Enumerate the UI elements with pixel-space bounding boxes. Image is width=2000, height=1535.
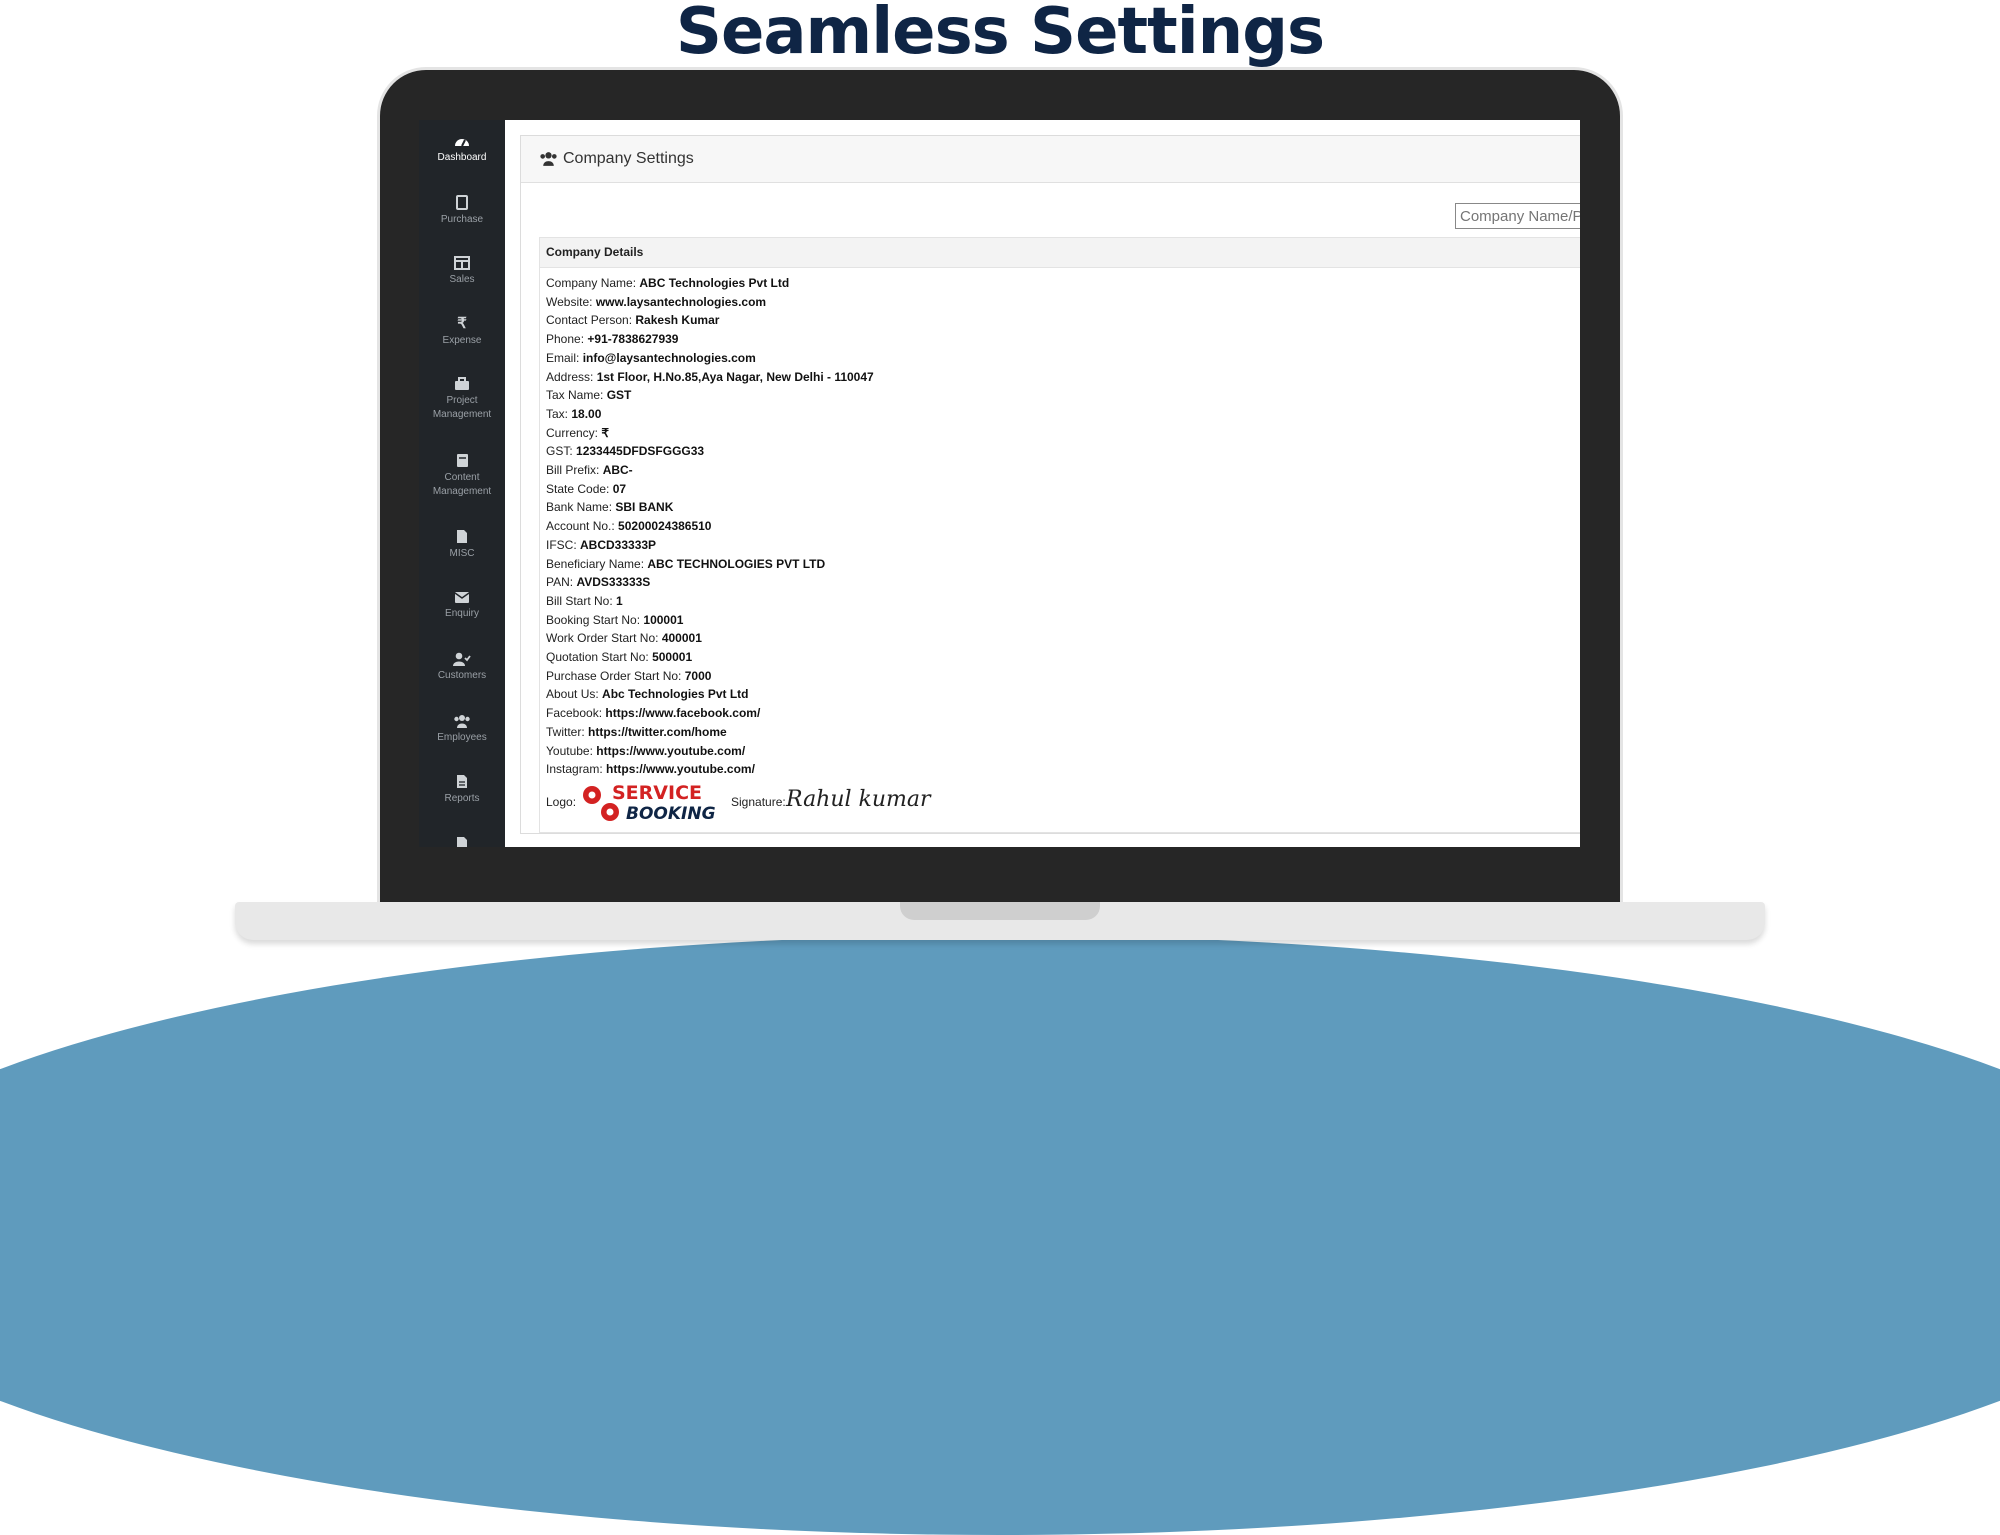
sidebar (419, 120, 505, 847)
book-icon (456, 453, 469, 468)
detail-value: 100001 (643, 612, 684, 627)
detail-row (546, 704, 1580, 723)
sidebar-item-label: Expense (442, 335, 482, 346)
detail-value: AVDS33333S (576, 575, 651, 590)
detail-label: Bill Prefix: (546, 463, 600, 478)
detail-label: Instagram: (546, 762, 603, 777)
detail-value: https://www.youtube.com/ (606, 762, 755, 777)
detail-label: State Code: (546, 481, 610, 496)
detail-label: Twitter: (546, 724, 585, 739)
detail-row (546, 274, 1580, 293)
detail-label: Phone: (546, 332, 585, 347)
detail-row (546, 311, 1580, 330)
detail-label: Tax: (546, 406, 569, 421)
detail-row (546, 723, 1580, 742)
detail-row (546, 424, 1580, 443)
detail-row (546, 386, 1580, 405)
detail-value: +91-7838627939 (587, 332, 679, 347)
detail-value: ABC Technologies Pvt Ltd (639, 276, 790, 290)
settings-card (520, 135, 1580, 834)
laptop-screen (419, 120, 1580, 847)
detail-row (546, 555, 1580, 574)
logo-text-service: SERVICE (612, 781, 702, 804)
rupee-icon: ₹ (457, 315, 467, 332)
sidebar-item-employees[interactable] (419, 714, 505, 745)
sidebar-item-label: Dashboard (437, 152, 487, 163)
detail-value: ABC- (602, 463, 633, 478)
detail-value: 400001 (661, 631, 702, 646)
detail-label: Address: (546, 369, 594, 384)
detail-row (546, 648, 1580, 667)
backdrop-wave (0, 935, 2000, 1535)
envelope-icon (454, 591, 470, 604)
detail-label: Company Name: (546, 276, 637, 290)
detail-row (546, 293, 1580, 312)
sidebar-item-project-management[interactable] (419, 377, 505, 422)
detail-label: Beneficiary Name: (546, 556, 645, 571)
detail-row (546, 349, 1580, 368)
sidebar-item-dashboard[interactable] (419, 134, 505, 165)
detail-value: https://www.youtube.com/ (596, 743, 746, 758)
detail-label: Email: (546, 350, 580, 365)
briefcase-icon (454, 377, 470, 391)
file-icon (456, 836, 468, 847)
details-rows (540, 268, 1580, 779)
detail-label: Quotation Start No: (546, 650, 649, 665)
detail-value: info@laysantechnologies.com (582, 350, 756, 365)
sidebar-item-customers[interactable] (419, 652, 505, 683)
sidebar-item-label: Employees (437, 732, 487, 743)
sidebar-item-enquiry[interactable] (419, 591, 505, 621)
detail-value: 7000 (684, 668, 712, 683)
page-title: Company Settings (563, 150, 694, 167)
detail-value: ABCD33333P (580, 537, 657, 552)
detail-row (546, 405, 1580, 424)
detail-row (546, 573, 1580, 592)
detail-label: About Us: (546, 687, 599, 702)
signature-label: Signature: (731, 794, 786, 809)
detail-value: ₹ (601, 425, 609, 440)
detail-row (546, 330, 1580, 349)
detail-row (546, 629, 1580, 648)
detail-label: Bill Start No: (546, 593, 613, 608)
service-booking-logo (580, 781, 730, 825)
detail-row (546, 536, 1580, 555)
detail-label: Currency: (546, 425, 599, 440)
sidebar-item-label: MISC (449, 548, 475, 559)
detail-value: 50200024386510 (618, 519, 712, 534)
detail-row (546, 461, 1580, 480)
sidebar-item-content-management[interactable] (419, 453, 505, 499)
detail-value: https://twitter.com/home (588, 724, 727, 739)
detail-value: Abc Technologies Pvt Ltd (602, 687, 749, 702)
table-icon (454, 256, 470, 270)
detail-value: Rakesh Kumar (635, 313, 720, 328)
logo-text-booking: BOOKING (626, 803, 716, 824)
detail-value: https://www.facebook.com/ (605, 706, 761, 721)
file-icon (456, 529, 468, 544)
detail-row (546, 685, 1580, 704)
users-icon (453, 714, 471, 728)
detail-row (546, 480, 1580, 499)
detail-label: Facebook: (546, 706, 603, 721)
users-icon (539, 151, 558, 166)
detail-row (546, 442, 1580, 461)
sidebar-item-label: Project Management (432, 395, 492, 420)
detail-label: PAN: (546, 575, 574, 590)
detail-value: 500001 (652, 650, 693, 665)
sidebar-item-label: Reports (444, 793, 480, 804)
page-headline: Seamless Settings (675, 0, 1325, 69)
sidebar-item-purchase[interactable] (419, 195, 505, 227)
detail-value: 07 (612, 481, 627, 496)
search-input[interactable] (1455, 203, 1580, 229)
report-icon (456, 774, 468, 789)
detail-value: 1 (616, 593, 623, 608)
detail-row (546, 498, 1580, 517)
details-heading: Company Details (540, 238, 1580, 268)
detail-value: ABC TECHNOLOGIES PVT LTD (647, 556, 826, 571)
sidebar-item-label: Content Management (432, 472, 492, 497)
tablet-icon (456, 195, 468, 210)
detail-label: Account No.: (546, 519, 615, 534)
sidebar-item-misc[interactable] (419, 529, 505, 561)
gauge-icon (454, 134, 470, 148)
detail-value: SBI BANK (615, 500, 674, 515)
detail-label: GST: (546, 444, 573, 459)
company-details-panel (539, 237, 1580, 833)
user-check-icon (453, 652, 471, 666)
sidebar-item-sales[interactable] (419, 256, 505, 287)
card-header (521, 136, 1580, 183)
detail-value: 18.00 (571, 406, 602, 421)
logo-row (546, 781, 1580, 825)
detail-label: Bank Name: (546, 500, 613, 515)
sidebar-item-label: Customers (437, 670, 487, 681)
laptop-notch (900, 902, 1100, 920)
sidebar-item-reports[interactable] (419, 774, 505, 806)
detail-value: 1st Floor, H.No.85,Aya Nagar, New Delhi - 110047 (596, 369, 874, 384)
detail-row (546, 517, 1580, 536)
detail-row (546, 368, 1580, 387)
sidebar-item-label: Sales (449, 274, 475, 285)
sidebar-item-label: Purchase (440, 214, 484, 225)
logo-label: Logo: (546, 794, 577, 809)
detail-label: Work Order Start No: (546, 631, 659, 646)
detail-row (546, 760, 1580, 779)
detail-label: Tax Name: (546, 388, 604, 403)
sidebar-item-more[interactable] (419, 836, 505, 847)
sidebar-item-expense[interactable] (419, 316, 505, 348)
detail-label: Website: (546, 294, 593, 309)
sidebar-item-label: Enquiry (445, 608, 479, 619)
detail-row (546, 742, 1580, 761)
detail-row (546, 667, 1580, 686)
detail-label: Purchase Order Start No: (546, 668, 682, 683)
detail-label: Booking Start No: (546, 612, 641, 627)
detail-value: 1233445DFDSFGGG33 (576, 444, 705, 459)
detail-label: Contact Person: (546, 313, 633, 328)
signature-image: Rahul kumar (786, 786, 931, 812)
detail-row (546, 611, 1580, 630)
detail-label: Youtube: (546, 743, 593, 758)
detail-row (546, 592, 1580, 611)
detail-value: www.laysantechnologies.com (595, 294, 767, 309)
detail-label: IFSC: (546, 537, 577, 552)
main-content (505, 120, 1580, 847)
detail-value: GST (606, 388, 632, 403)
